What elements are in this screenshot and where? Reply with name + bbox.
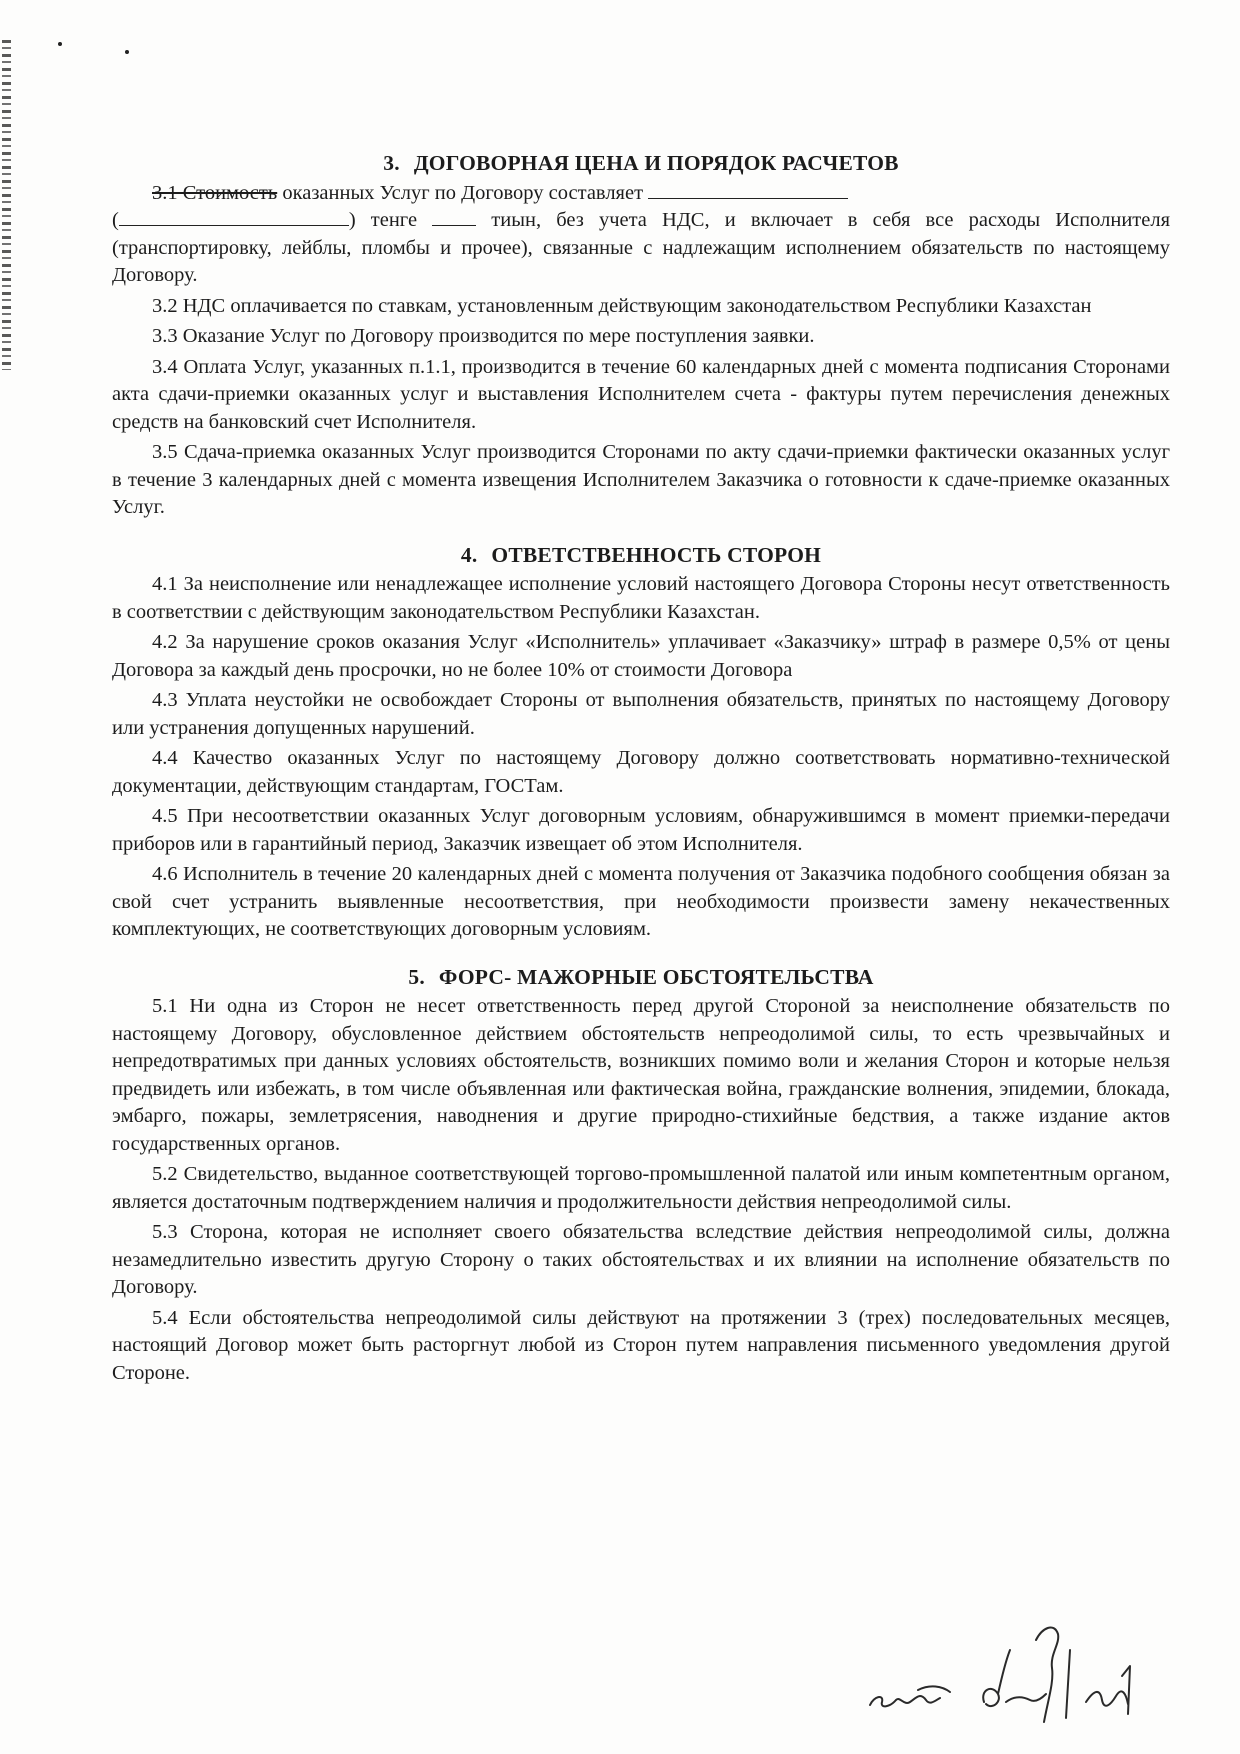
clause-5-3: 5.3 Сторона, которая не исполняет своего обязательства вследствие действия непреодолимой силы, должна незамедлительно известить другую Сторону о таких обстоятельствах и их влиянии на исполнение обязательств по Договору. [112, 1221, 1170, 1298]
clause-5-1: 5.1 Ни одна из Сторон не несет ответственность перед другой Стороной за неисполнение обязательств по настоящему Договору, обусловленное действием обстоятельств непреодолимой силы, то есть чрезвычайных и непредотвратимых при данных условиях обстоятельств, возникших помимо воли и желания Сторон и которые нельзя предвидеть или избежать, в том числе объявленная или фактическая война, гражданские волнения, эпидемии, блокада, эмбарго, пожары, землетрясения, наводнения и другие природно-стихийные бедствия, а также издание актов государственных органов. [112, 995, 1170, 1155]
section-5 [112, 964, 1170, 1388]
clause-text: оказанных Услуг по Договору составляет [282, 181, 644, 204]
section-3 [112, 150, 1170, 522]
section-heading: ДОГОВОРНАЯ ЦЕНА И ПОРЯДОК РАСЧЕТОВ [413, 151, 899, 175]
section-title [112, 150, 1170, 178]
tiyn-blank [432, 207, 476, 226]
clause-prefix: 3.1 Стоимость [152, 181, 278, 204]
clause-4-2: 4.2 За нарушение сроков оказания Услуг «Исполнитель» уплачивает «Заказчику» штраф в размере 0,5% от цены Договора за каждый день просрочки, но не более 10% от стоимости Договора [112, 631, 1170, 681]
section-number: 4. [460, 542, 478, 567]
handwritten-signature [860, 1610, 1160, 1730]
document-body [112, 150, 1170, 1407]
scan-edge-artifact [2, 40, 11, 370]
clause-rest: тиын, без учета НДС, и включает в себя все расходы Исполнителя (транспортировку, лейблы, пломбы и прочее), связанные с надлежащим исполнением обязательств по настоящему Договору. [112, 209, 1171, 286]
clause-3-1 [112, 180, 1170, 290]
clause-4-1: 4.1 За неисполнение или ненадлежащее исполнение условий настоящего Договора Стороны несут ответственность в соответствии с действующим законодательством Республики Казахстан. [112, 573, 1170, 623]
section-title [112, 964, 1170, 992]
amount-words-blank [119, 207, 349, 226]
clause-4-4: 4.4 Качество оказанных Услуг по настоящему Договору должно соответствовать нормативно-технической документации, действующим стандартам, ГОСТам. [112, 747, 1170, 797]
clause-5-4: 5.4 Если обстоятельства непреодолимой силы действуют на протяжении 3 (трех) последовательных месяцев, настоящий Договор может быть расторгнут любой из Сторон путем направления письменного уведомления другой Стороне. [112, 1306, 1170, 1384]
clause-3-2: 3.2 НДС оплачивается по ставкам, установленным действующим законодательством Республики Казахстан [152, 294, 1092, 317]
clause-3-4: 3.4 Оплата Услуг, указанных п.1.1, производится в течение 60 календарных дней с момента подписания Сторонами акта сдачи-приемки оказанных услуг и выставления Исполнителем счета - фактуры путем перечисления денежных средств на банковский счет Исполнителя. [112, 355, 1170, 433]
section-title [112, 542, 1170, 570]
amount-blank [648, 180, 848, 199]
section-heading: ФОРС- МАЖОРНЫЕ ОБСТОЯТЕЛЬСТВА [438, 964, 874, 989]
clause-4-3: 4.3 Уплата неустойки не освобождает Стороны от выполнения обязательств, принятых по настоящему Договору или устранения допущенных нарушений. [112, 689, 1170, 739]
clause-4-6: 4.6 Исполнитель в течение 20 календарных дней с момента получения от Заказчика подобного сообщения обязан за свой счет устранить выявленные несоответствия, при необходимости произвести замену некачественных комплектующих, не соответствующих договорным условиям. [112, 863, 1170, 940]
section-number: 3. [383, 151, 400, 175]
clause-4-5: 4.5 При несоответствии оказанных Услуг договорным условиям, обнаружившимся в момент приемки-передачи приборов или в гарантийный период, Заказчик извещает об этом Исполнителя. [112, 805, 1170, 855]
section-number: 5. [408, 964, 425, 989]
scan-speck [58, 42, 62, 46]
bracket-open: ( [112, 209, 119, 231]
currency-text: ) тенге [348, 209, 418, 231]
clause-3-5: 3.5 Сдача-приемка оказанных Услуг производится Сторонами по акту сдачи-приемки фактически оказанных услуг в течение 3 календарных дней с момента извещения Исполнителем Заказчика о готовности к сдаче-приемке оказанных Услуг. [112, 441, 1170, 518]
clause-5-2: 5.2 Свидетельство, выданное соответствующей торгово-промышленной палатой или иным компетентным органом, является достаточным подтверждением наличия и продолжительности действия непреодолимой силы. [112, 1163, 1170, 1213]
clause-3-3: 3.3 Оказание Услуг по Договору производится по мере поступления заявки. [152, 325, 815, 347]
scan-speck [125, 50, 129, 54]
section-heading: ОТВЕТСТВЕННОСТЬ СТОРОН [491, 542, 822, 567]
section-4 [112, 542, 1170, 944]
